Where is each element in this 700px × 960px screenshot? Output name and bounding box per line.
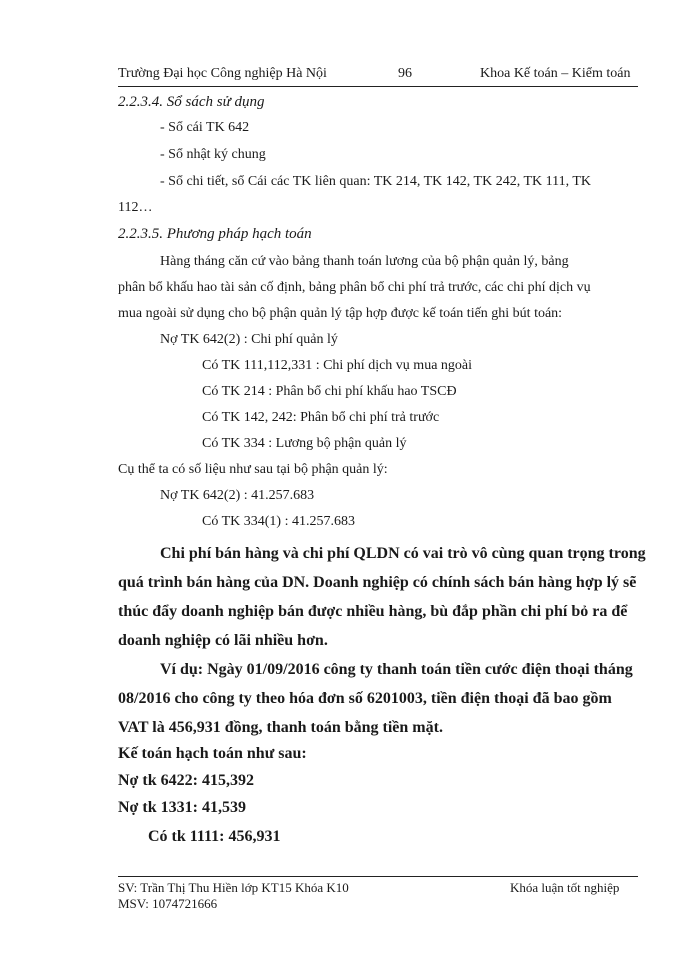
example-line: 08/2016 cho công ty theo hóa đơn số 6201003, tiền điện thoại đã bao gồm: [118, 690, 612, 707]
specific-credit: Có TK 334(1) : 41.257.683: [202, 514, 355, 529]
credit-entry: Có TK 111,112,331 : Chi phí dịch vụ mua ngoài: [202, 358, 473, 373]
bold-paragraph-line: Chi phí bán hàng và chi phí QLDN có vai trò vô cùng quan trọng trong: [160, 545, 646, 562]
list-item: - Sổ cái TK 642: [160, 120, 250, 135]
specific-intro: Cụ thể ta có số liệu như sau tại bộ phận quản lý:: [118, 462, 388, 477]
footer-student-id: MSV: 1074721666: [118, 896, 218, 911]
footer-rule: [118, 876, 638, 877]
paragraph-line: phân bổ khấu hao tài sản cố định, bảng phân bổ chi phí trả trước, các chi phí dịch vụ: [118, 280, 591, 295]
header-rule: [118, 86, 638, 87]
journal-entry: Nợ tk 6422: 415,392: [118, 772, 254, 789]
debit-entry: Nợ TK 642(2) : Chi phí quản lý: [160, 332, 338, 347]
header-school: Trường Đại học Công nghiệp Hà Nội: [118, 66, 327, 81]
list-item-continuation: 112…: [118, 200, 153, 215]
bold-paragraph-line: doanh nghiệp có lãi nhiều hơn.: [118, 632, 328, 649]
journal-entry: Nợ tk 1331: 41,539: [118, 799, 246, 816]
credit-entry: Có TK 214 : Phân bổ chi phí khấu hao TSCĐ: [202, 384, 457, 399]
accounting-intro: Kế toán hạch toán như sau:: [118, 745, 307, 762]
section-heading-2235: 2.2.3.5. Phương pháp hạch toán: [118, 226, 312, 242]
list-item: - Sổ nhật ký chung: [160, 147, 266, 162]
example-line: VAT là 456,931 đồng, thanh toán bằng tiền mặt.: [118, 719, 443, 736]
page-number: 96: [398, 66, 412, 81]
bold-paragraph-line: thúc đẩy doanh nghiệp bán được nhiều hàng, bù đắp phần chi phí bỏ ra để: [118, 603, 628, 620]
footer-student: SV: Trần Thị Thu Hiền lớp KT15 Khóa K10: [118, 880, 349, 895]
paragraph-line: mua ngoài sử dụng cho bộ phận quản lý tập hợp được kế toán tiến ghi bút toán:: [118, 306, 563, 321]
credit-entry: Có TK 142, 242: Phân bổ chi phí trả trước: [202, 410, 440, 425]
header-department: Khoa Kế toán – Kiểm toán: [480, 66, 631, 81]
section-heading-2234: 2.2.3.4. Sổ sách sử dụng: [118, 94, 265, 110]
specific-debit: Nợ TK 642(2) : 41.257.683: [160, 488, 315, 503]
bold-paragraph-line: quá trình bán hàng của DN. Doanh nghiệp có chính sách bán hàng hợp lý sẽ: [118, 574, 637, 591]
credit-entry: Có TK 334 : Lương bộ phận quản lý: [202, 436, 407, 451]
footer-thesis: Khóa luận tốt nghiệp: [510, 880, 620, 895]
journal-entry: Có tk 1111: 456,931: [148, 828, 281, 845]
paragraph-line: Hàng tháng căn cứ vào bảng thanh toán lương của bộ phận quản lý, bảng: [160, 254, 569, 269]
list-item: - Sổ chi tiết, sổ Cái các TK liên quan: TK 214, TK 142, TK 242, TK 111, TK: [160, 174, 591, 189]
example-line: Ví dụ: Ngày 01/09/2016 công ty thanh toán tiền cước điện thoại tháng: [160, 661, 633, 678]
